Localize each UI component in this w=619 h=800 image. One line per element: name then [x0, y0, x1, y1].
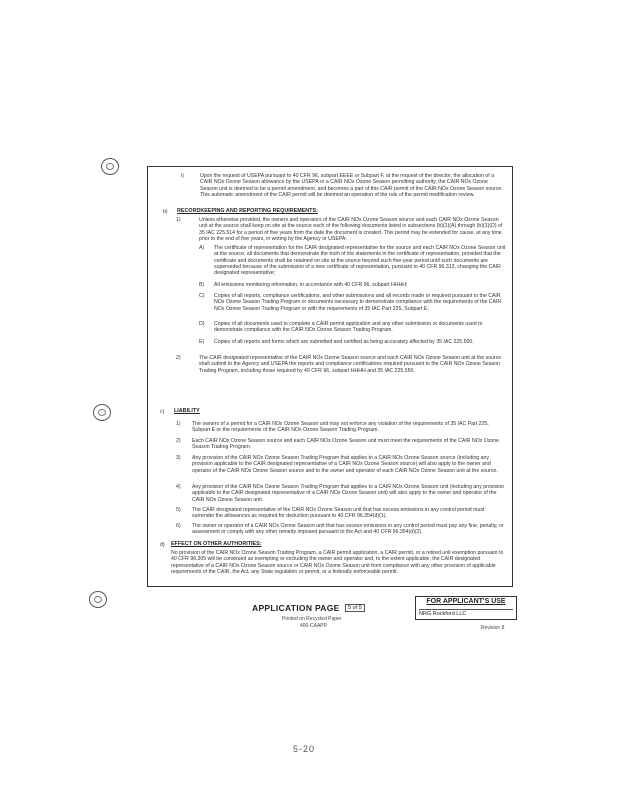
item-text: Any provision of the CAIR NOx Ozone Season Trading Program that applies to a CAIR NOx Ozone Season unit (including any provision applicable to the CAIR designated representative of a CAIR NOx Ozone Season unit) will also apply to the owner and operator of the CAIR NOx Ozone Season unit. — [192, 484, 504, 503]
item-text: Any provision of the CAIR NOx Ozone Season Trading Program that applies to a CAIR NOx Ozone Season source (including any provision applicable to the CAIR designated representative of a CAIR NOx Ozone Season source) will also apply to the owner and operator of the CAIR NOx Ozone Season source and to the owner and operator of each CAIR NOx Ozone Season unit at the source. — [192, 455, 498, 474]
applicant-use-box — [415, 596, 517, 620]
section-heading: EFFECT ON OTHER AUTHORITIES: — [171, 541, 262, 547]
revision-label: Revision 8 — [481, 625, 505, 631]
item-label: i) — [181, 173, 184, 179]
subitem-text: Copies of all reports, compliance certifications, and other submissions and all records made or required pursuant to the CAIR NOx Ozone Season Trading Program or documents necessary to demonstrate compliance with the requirements of the CAIR NOx Ozone Season Trading Program or with the requirements of 35 IAC Part 225, Subpart E; — [214, 293, 502, 312]
subitem-label: C) — [199, 293, 205, 299]
subitem-text: Copies of all documents used to complete a CAIR permit application and any other submission or documents used to demonstrate compliance with the CAIR NOx Ozone Season Trading Program. — [214, 321, 483, 334]
page-of-label: 5 of 5 — [345, 604, 365, 612]
item-text: Upon the request of USEPA pursuant to 40 CFR 96, subpart EEEE or Subpart F, at the request of the director, the allocation of a CAIR NOx Ozone Season allowance by the USEPA or a CAIR NOx Ozone Season permitting authority, the CAIR NOx Ozone Season unit is deemed to be a permit amendment, and becomes a part of this CAIR permit of the CAIR NOx Ozone Season source. This automatic amendment of the CAIR permit will be deemed an operation of the rule of the permit modification review. — [200, 173, 503, 198]
application-page-title: APPLICATION PAGE — [252, 603, 340, 613]
punch-hole-icon — [93, 404, 111, 421]
applicant-name: NRG Rockford LLC — [419, 609, 513, 617]
section-label: c) — [160, 409, 165, 415]
item-label: 4) — [176, 484, 181, 490]
subitem-text: Copies of all reports and forms which are submitted and certified as being accurately affected by 35 IAC 225.500. — [214, 339, 474, 345]
section-label: d) — [160, 542, 165, 548]
page-number: 5-20 — [293, 744, 316, 754]
subitem-label: D) — [199, 321, 205, 327]
item-label: 1) — [176, 217, 181, 223]
subitem-label: E) — [199, 339, 205, 345]
item-label: 1) — [176, 421, 181, 427]
section-label: b) — [163, 209, 168, 215]
subitem-label: A) — [199, 245, 205, 251]
item-text: Each CAIR NOx Ozone Season source and each CAIR NOx Ozone Season unit must meet the requirements of the CAIR NOx Ozone Season Trading Program. — [192, 438, 500, 451]
punch-hole-icon — [101, 158, 119, 175]
section-heading: LIABILITY — [174, 408, 200, 414]
item-text: The CAIR designated representative of the CAIR NOx Ozone Season unit that has excess emissions in any control period must surrender the allowances as required for deduction pursuant to 40 CFR 96.354(d)(1). — [192, 507, 485, 520]
item-label: 2) — [176, 355, 181, 361]
item-label: 3) — [176, 455, 181, 461]
applicant-use-title: FOR APPLICANT'S USE — [426, 598, 506, 605]
paragraph-text: No provision of the CAIR NOx Ozone Season Trading Program, a CAIR permit application, a CAIR permit, or a retired unit exemption pursuant to 40 CFR 96.305 will be construed as exempting or excluding the owner and operator and, to the extent applicable, the CAIR designated representative of a CAIR NOx Ozone Season source or CAIR NOx Ozone Season unit from compliance with any other provision of applicable requirements of the CAIR, the Act, any State regulation or permit, or a federally enforceable permit. — [171, 550, 504, 575]
item-text: The CAIR designated representative of the CAIR NOx Ozone Season source and each CAIR NOx Ozone Season unit at the source shall submit to the Agency and USEPA the reports and compliance certifications required pursuant to the CAIR NOx Ozone Season Trading Program, including those required by 40 CFR 96, subpart HHHH and 35 IAC 225.550. — [199, 355, 502, 374]
item-text: Unless otherwise provided, the owners and operators of the CAIR NOx Ozone Season source and each CAIR NOx Ozone Season unit at the source shall keep on site at the source each of the following documents listed in subsections (b)(1)(A) through (b)(1)(D) of 35 IAC 225.514 for a period of five years from the date the document is created. This period may be extended for cause, at any time prior to the end of five years, in writing by the Agency or USEPA: — [199, 217, 503, 242]
printed-on-label: Printed on Recycled Paper — [282, 616, 342, 622]
item-label: 2) — [176, 438, 181, 444]
subitem-text: The certificate of representation for the CAIR designated representative for the source and each CAIR NOx Ozone Season unit at the source, all documents that demonstrate the truth of the statements in the certificate of representation, provided that the certificate and documents shall be retained on site at the source beyond such five-year period until such documents are superseded because of the submission of a new certificate of representation, pursuant to 40 CFR 96.313, changing the CAIR designated representative; — [214, 245, 506, 276]
subitem-text: All emissions monitoring information, in accordance with 40 CFR 96, subpart HHHH; — [214, 282, 408, 288]
punch-hole-icon — [89, 591, 107, 608]
item-text: The owner or operator of a CAIR NOx Ozone Season unit that has excess emissions in any control period must pay any fine, penalty, or assessment or comply with any other remedy imposed pursuant to the Act and 40 CFR 96.354(d)(2). — [192, 523, 504, 536]
item-label: 5) — [176, 507, 181, 513]
form-id-label: 400-CAAPP — [300, 623, 327, 629]
item-text: The owners of a permit for a CAIR NOx Ozone Season unit may not enforce any violation of the requirements of 35 IAC Part 225, Subpart E or the requirements of the CAIR NOx Ozone Season Trading Program. — [192, 421, 489, 434]
item-label: 6) — [176, 523, 181, 529]
subitem-label: B) — [199, 282, 205, 288]
section-heading: RECORDKEEPING AND REPORTING REQUIREMENTS: — [177, 208, 318, 214]
